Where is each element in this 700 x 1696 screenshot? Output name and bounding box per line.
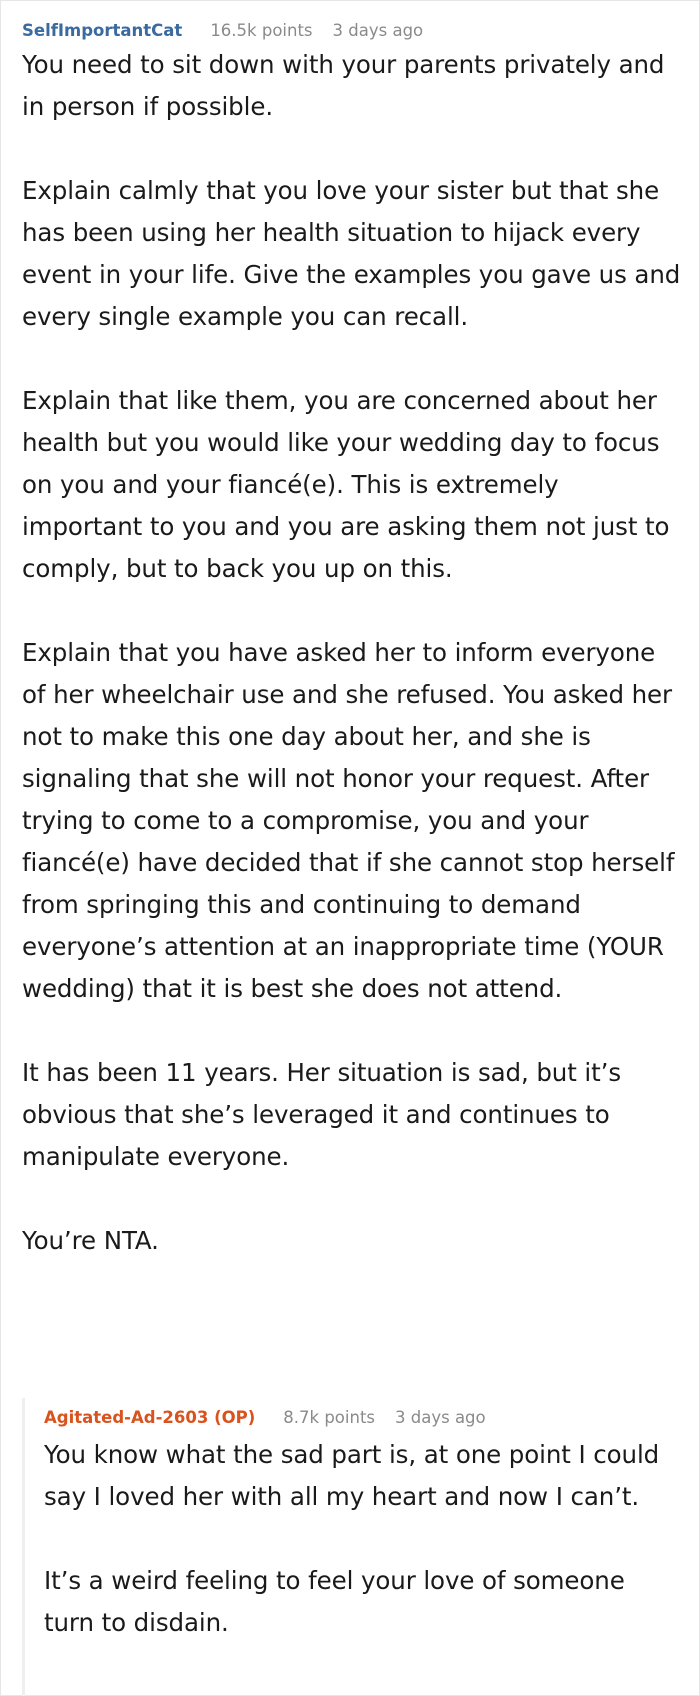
- comment-paragraph: Explain calmly that you love your sister but that she has been using her health situation to hijack every event in your life. Give the examples you gave us and every single example you can recall.: [22, 176, 681, 331]
- reply-paragraph: You know what the sad part is, at one point I could say I loved her with all my heart and now I can’t.: [44, 1440, 660, 1511]
- comment-time[interactable]: 3 days ago: [332, 21, 424, 40]
- reply-comment: [22, 1398, 682, 1696]
- reply-time[interactable]: 3 days ago: [395, 1408, 486, 1427]
- comment-points: 16.5k points: [210, 21, 313, 40]
- comment-paragraph: You’re NTA.: [22, 1226, 159, 1255]
- reply-body: [44, 1434, 682, 1644]
- comment-meta: [22, 18, 682, 44]
- comment-paragraph: It has been 11 years. Her situation is sad, but it’s obvious that she’s leveraged it and continues to manipulate everyone.: [22, 1058, 621, 1171]
- comment-paragraph: Explain that like them, you are concerned about her health but you would like your wedding day to focus on you and your fiancé(e). This is extremely important to you and you are asking them not just to comply, but to back you up on this.: [22, 386, 670, 583]
- comment-paragraph: Explain that you have asked her to inform everyone of her wheelchair use and she refused. You asked her not to make this one day about her, and she is signaling that she will not honor your request. After trying to come to a compromise, you and your fiancé(e) have decided that if she cannot stop herself from springing this and continuing to demand everyone’s attention at an inappropriate time (YOUR wedding) that it is best she does not attend.: [22, 638, 675, 1003]
- reply-points: 8.7k points: [283, 1408, 376, 1427]
- reply-meta: [44, 1404, 682, 1432]
- comment: [22, 18, 682, 1262]
- comment-paragraph: You need to sit down with your parents privately and in person if possible.: [22, 50, 665, 121]
- comment-body: [22, 44, 682, 1262]
- reply-paragraph: It’s a weird feeling to feel your love of someone turn to disdain.: [44, 1566, 625, 1637]
- comment-author[interactable]: SelfImportantCat: [22, 21, 183, 40]
- reply-author[interactable]: Agitated-Ad-2603 (OP): [44, 1408, 256, 1427]
